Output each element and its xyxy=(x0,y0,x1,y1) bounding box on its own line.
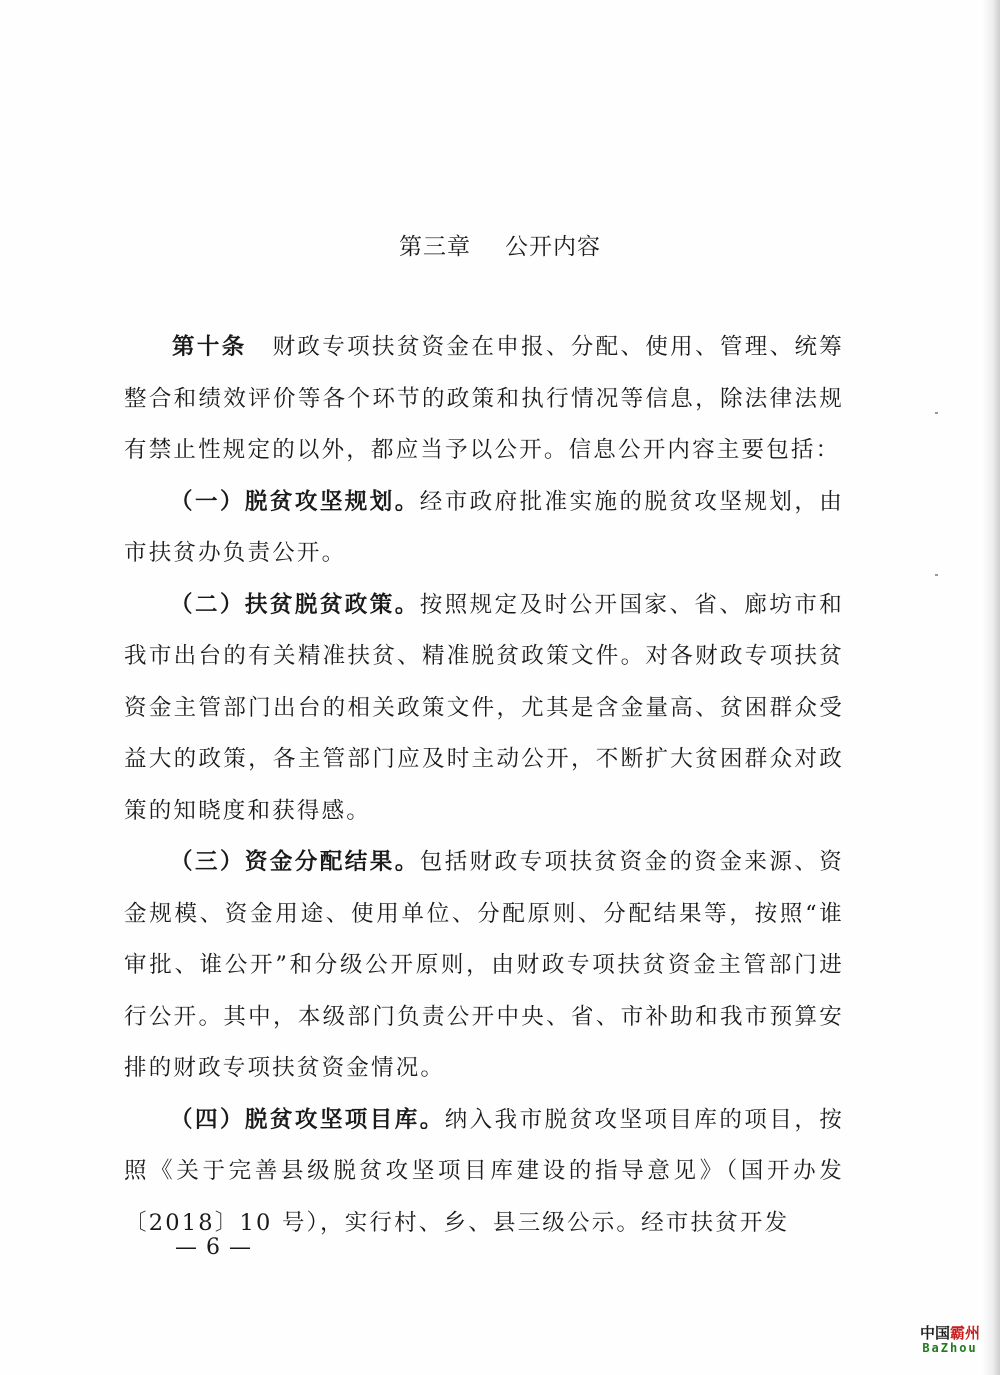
margin-mark xyxy=(935,574,938,576)
item-heading: （一）脱贫攻坚规划。 xyxy=(170,488,420,515)
document-body xyxy=(124,322,844,1249)
item-paragraph xyxy=(124,477,844,580)
watermark-cn-prefix: 中国 xyxy=(919,1324,950,1342)
article-label: 第十条 xyxy=(172,334,247,360)
item-text: 按照规定及时公开国家、省、廊坊市和我市出台的有关精准扶贫、精准脱贫政策文件。对各财政专项扶贫资金主管部门出台的相关政策文件，尤其是含金量高、贫困群众受益大的政策，各主管部门应及时主动公开，不断扩大贫困群众对政策的知晓度和获得感。 xyxy=(124,591,844,824)
item-text: 包括财政专项扶贫资金的资金来源、资金规模、资金用途、使用单位、分配原则、分配结果等，按照“谁审批、谁公开”和分级公开原则，由财政专项扶贫资金主管部门进行公开。其中，本级部门负责公开中央、省、市补助和我市预算安排的财政专项扶贫资金情况。 xyxy=(124,849,844,1081)
margin-mark xyxy=(935,412,938,414)
item-paragraph xyxy=(124,580,844,838)
watermark-english: BaZhou xyxy=(922,1340,978,1355)
scan-edge-shadow xyxy=(982,0,1000,1375)
article-paragraph xyxy=(124,322,844,477)
item-heading: （四）脱贫攻坚项目库。 xyxy=(170,1106,445,1133)
item-heading: （三）资金分配结果。 xyxy=(170,849,420,875)
chapter-title xyxy=(0,228,1000,261)
item-text: 经市政府批准实施的脱贫攻坚规划，由市扶贫办负责公开。 xyxy=(124,488,844,566)
watermark-chinese xyxy=(914,1326,986,1342)
watermark-cn-city: 霸州 xyxy=(950,1324,981,1342)
chapter-name: 公开内容 xyxy=(505,234,601,260)
item-text: 纳入我市脱贫攻坚项目库的项目，按照《关于完善县级脱贫攻坚项目库建设的指导意见》（国开办发〔2018〕10 号），实行村、乡、县三级公示。经市扶贫开发 xyxy=(124,1106,844,1236)
article-text: 财政专项扶贫资金在申报、分配、使用、管理、统筹整合和绩效评价等各个环节的政策和执行情况等信息，除法律法规有禁止性规定的以外，都应当予以公开。信息公开内容主要包括： xyxy=(124,334,844,463)
page-number: — 6 — xyxy=(175,1235,252,1260)
item-paragraph xyxy=(124,837,844,1095)
item-heading: （二）扶贫脱贫政策。 xyxy=(170,591,420,618)
item-paragraph xyxy=(124,1095,844,1250)
chapter-number: 第三章 xyxy=(399,234,471,260)
site-watermark-logo xyxy=(914,1326,986,1354)
